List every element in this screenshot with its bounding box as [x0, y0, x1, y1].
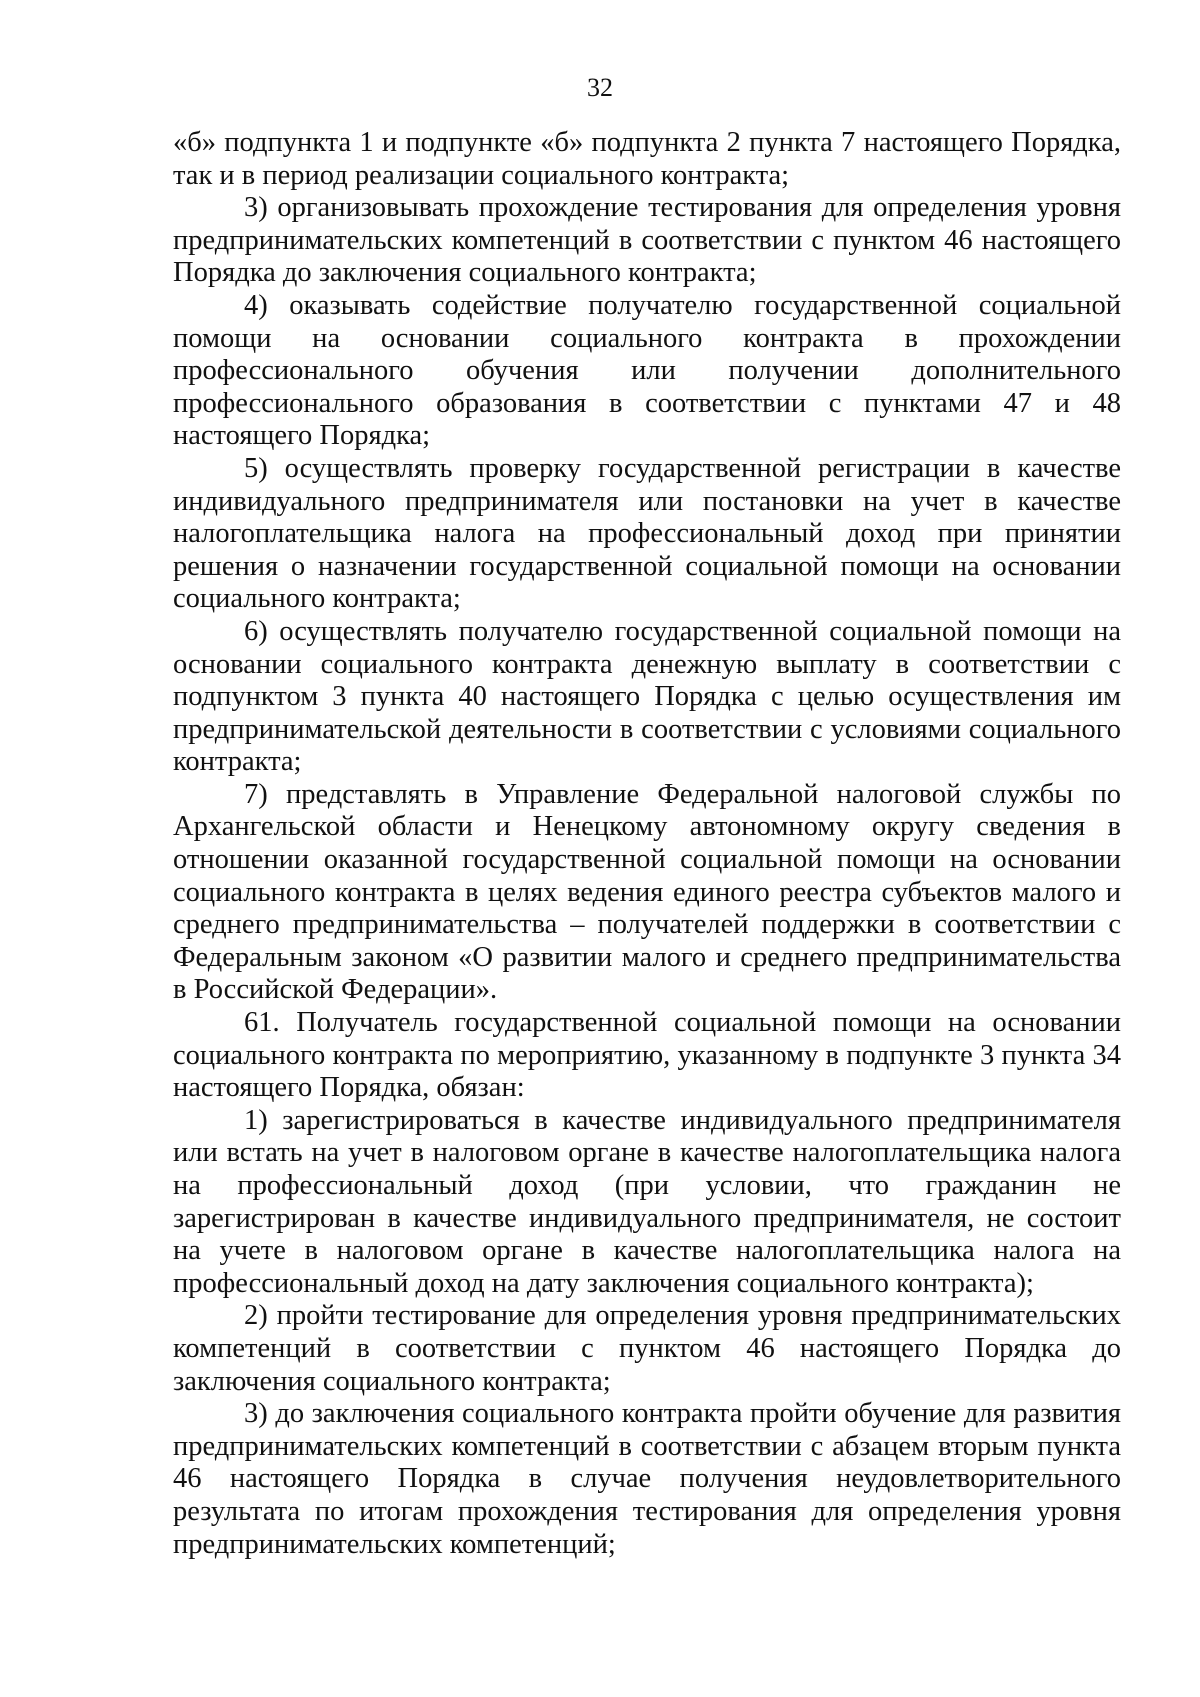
paragraph-clause-61-item-1: 1) зарегистрироваться в качестве индивидуального предпринимателя или встать на учет в налоговом органе в качестве налогоплательщика налога на профессиональный доход (при условии, что гражданин не зарегистрирован в качестве индивидуального предпринимателя, не состоит на учете в налоговом органе в качестве налогоплательщика налога на профессиональный доход на дату заключения социального контракта);: [173, 1104, 1121, 1299]
page-number: 32: [587, 73, 613, 102]
paragraph-continuation: «б» подпункта 1 и подпункте «б» подпункта 2 пункта 7 настоящего Порядка, так и в период реализации социального контракта;: [173, 127, 1121, 191]
paragraph-clause-61-item-3: 3) до заключения социального контракта пройти обучение для развития предпринимательских компетенций в соответствии с абзацем вторым пункта 46 настоящего Порядка в случае получения неудовлетворительного результата по итогам прохождения тестирования для определения уровня предпринимательских компетенций;: [173, 1398, 1121, 1560]
paragraph-item-5: 5) осуществлять проверку государственной регистрации в качестве индивидуального предпринимателя или постановки на учет в качестве налогоплательщика налога на профессиональный доход при принятии решения о назначении государственной социальной помощи на основании социального контракта;: [173, 452, 1121, 615]
paragraph-item-4: 4) оказывать содействие получателю государственной социальной помощи на основании социального контракта в прохождении профессионального обучения или получении дополнительного профессионального образования в соответствии с пунктами 47 и 48 настоящего Порядка;: [173, 289, 1121, 452]
paragraph-clause-61: 61. Получатель государственной социальной помощи на основании социального контракта по мероприятию, указанному в подпункте 3 пункта 34 настоящего Порядка, обязан:: [173, 1007, 1121, 1104]
paragraph-item-6: 6) осуществлять получателю государственной социальной помощи на основании социального контракта денежную выплату в соответствии с подпунктом 3 пункта 40 настоящего Порядка с целью осуществления им предпринимательской деятельности в соответствии с условиями социального контракта;: [173, 615, 1121, 778]
paragraph-item-7: 7) представлять в Управление Федеральной налоговой службы по Архангельской области и Ненецкому автономному округу сведения в отношении оказанной государственной социальной помощи на основании социального контракта в целях ведения единого реестра субъектов малого и среднего предпринимательства – получателей поддержки в соответствии с Федеральным законом «О развитии малого и среднего предпринимательства в Российской Федерации».: [173, 778, 1121, 1006]
paragraph-clause-61-item-2: 2) пройти тестирование для определения уровня предпринимательских компетенций в соответствии с пунктом 46 настоящего Порядка до заключения социального контракта;: [173, 1300, 1121, 1397]
document-body: [173, 127, 1121, 1561]
paragraph-item-3: 3) организовывать прохождение тестирования для определения уровня предпринимательских компетенций в соответствии с пунктом 46 настоящего Порядка до заключения социального контракта;: [173, 192, 1121, 289]
